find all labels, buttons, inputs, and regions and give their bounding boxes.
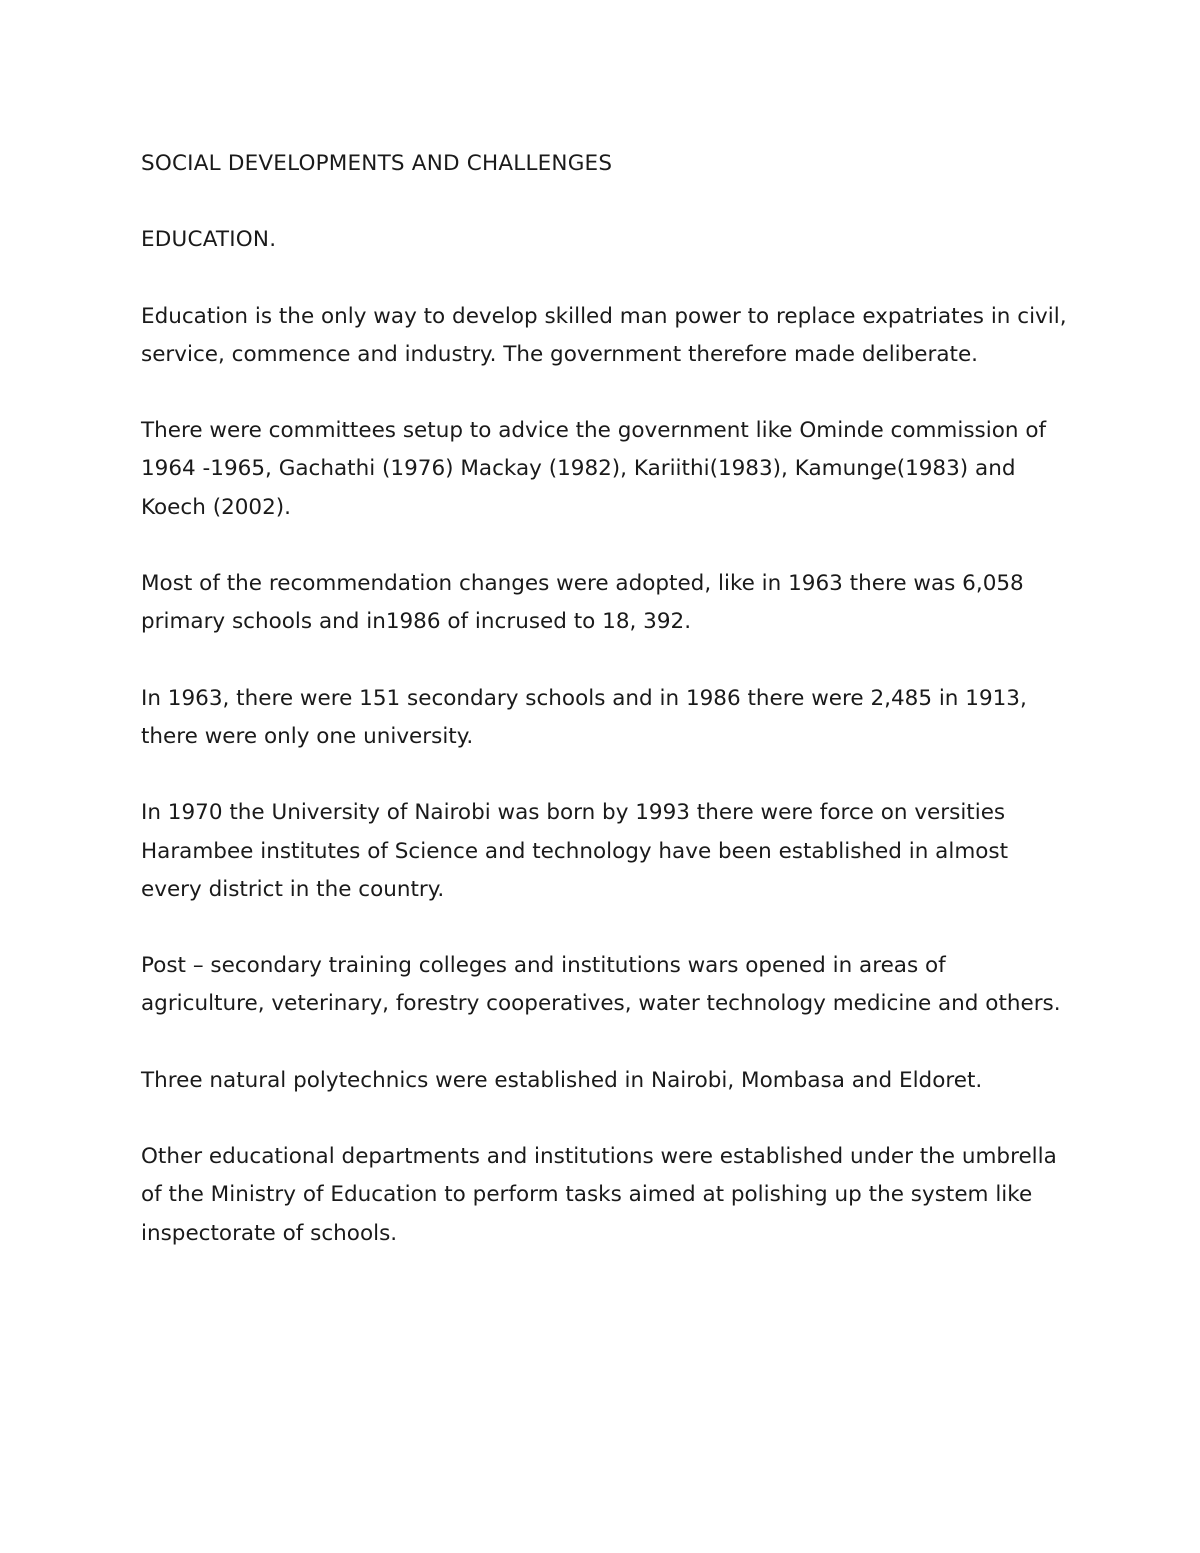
paragraph: There were committees setup to advice the government like Ominde commission of 1964 -1965, Gachathi (1976) Mackay (1982), Kariithi(1983), Kamunge(1983) and Koech (2002). <box>141 418 1047 520</box>
paragraph: Three natural polytechnics were established in Nairobi, Mombasa and Eldoret. <box>141 1067 983 1093</box>
paragraph: Post – secondary training colleges and institutions wars opened in areas of agriculture, veterinary, forestry cooperatives, water technology medicine and others. <box>141 953 1061 1017</box>
paragraph: Most of the recommendation changes were adopted, like in 1963 there was 6,058 primary schools and in1986 of incrused to 18, 392. <box>141 571 1024 635</box>
paragraph: Education is the only way to develop skilled man power to replace expatriates in civil, service, commence and industry. The government therefore made deliberate. <box>141 303 1067 367</box>
paragraph: Other educational departments and institutions were established under the umbrella of the Ministry of Education to perform tasks aimed at polishing up the system like inspectorate of schools. <box>141 1144 1057 1246</box>
paragraph: In 1963, there were 151 secondary schools and in 1986 there were 2,485 in 1913, there were only one university. <box>141 685 1027 749</box>
section-heading: EDUCATION. <box>141 227 277 253</box>
document-page <box>141 145 1071 1291</box>
document-title: SOCIAL DEVELOPMENTS AND CHALLENGES <box>141 151 613 176</box>
paragraph: In 1970 the University of Nairobi was born by 1993 there were force on versities Harambee institutes of Science and technology have been established in almost every district in the country. <box>141 800 1009 902</box>
